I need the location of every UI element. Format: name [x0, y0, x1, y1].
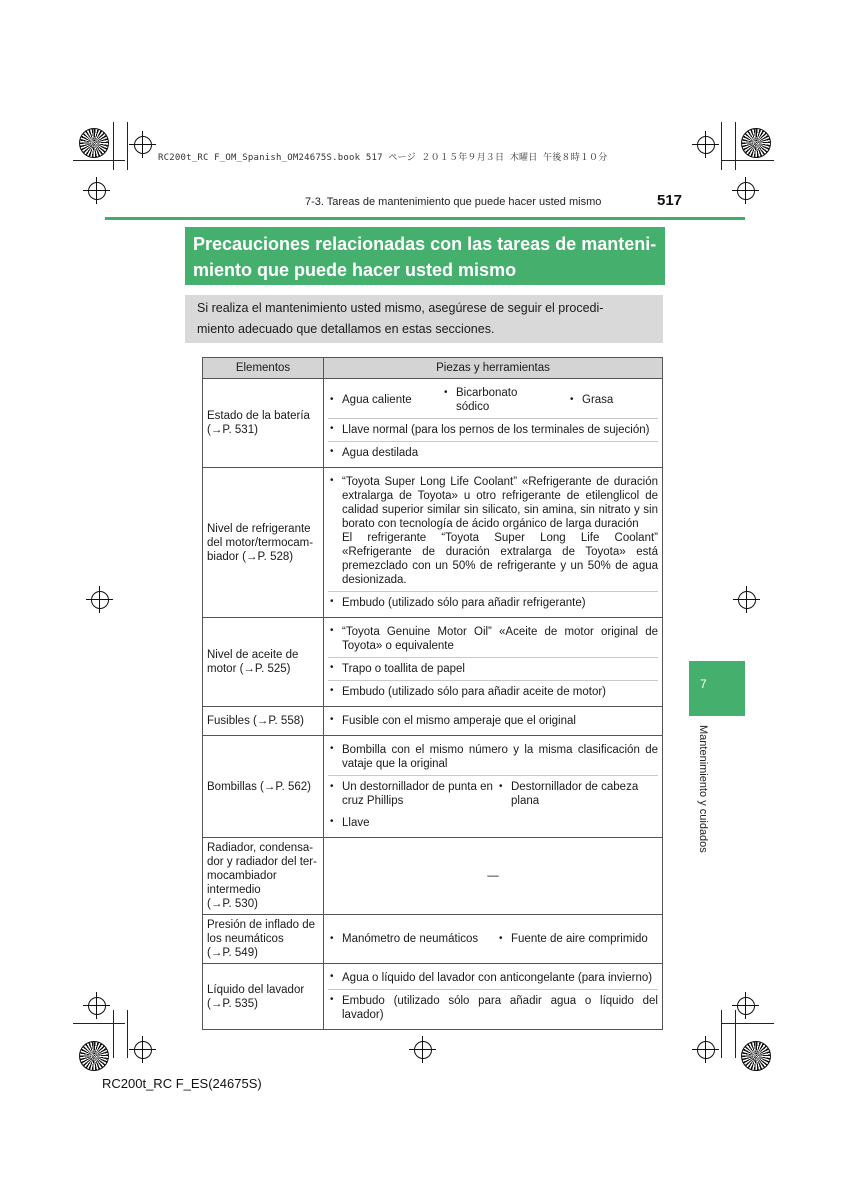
intro-line: miento adecuado que detallamos en estas secciones.	[197, 322, 495, 336]
tool-group	[328, 928, 658, 950]
registration-star-mark	[79, 128, 109, 158]
tools-cell	[324, 379, 663, 468]
tool-item: • Fuente de aire comprimido	[497, 932, 648, 946]
footer-code: RC200t_RC F_ES(24675S)	[102, 1076, 262, 1091]
crop-mark	[113, 122, 114, 170]
tool-item: • Embudo (utilizado sólo para añadir aceite de motor)	[328, 680, 658, 703]
tool-item: • Bicarbonato sódico	[442, 386, 568, 414]
tools-cell	[324, 736, 663, 838]
table-row	[203, 468, 663, 618]
tool-item: • Fusible con el mismo amperaje que el original	[328, 710, 658, 732]
tools-cell	[324, 915, 663, 964]
crop-mark	[735, 1010, 736, 1058]
table-row	[203, 736, 663, 838]
tools-cell: —	[324, 838, 663, 915]
element-cell: Líquido del lavador (→P. 535)	[203, 964, 324, 1030]
element-cell: Fusibles (→P. 558)	[203, 707, 324, 736]
crop-mark	[735, 122, 736, 170]
tool-item: • Un destornillador de punta en cruz Phillips	[328, 780, 497, 808]
page-title-line: Precauciones relacionadas con las tareas de manteni-	[193, 234, 657, 254]
tools-cell	[324, 964, 663, 1030]
registration-star-mark	[79, 1041, 109, 1071]
tool-item: • Manómetro de neumáticos	[328, 932, 497, 946]
crop-mark	[722, 1023, 774, 1024]
table-row	[203, 964, 663, 1030]
registration-crosshair-mark	[737, 997, 755, 1015]
tool-item: • Destornillador de cabeza plana	[497, 780, 658, 808]
registration-crosshair-mark	[88, 997, 106, 1015]
table-row	[203, 838, 663, 915]
tool-item: • Agua caliente	[328, 393, 442, 407]
parts-table	[202, 357, 663, 1030]
crop-mark	[73, 1023, 125, 1024]
print-header: RC200t_RC F_OM_Spanish_OM24675S.book 517 ページ ２０１５年９月３日 木曜日 午後８時１０分	[158, 153, 608, 163]
page-number: 517	[657, 192, 683, 209]
tool-item: • Bombilla con el mismo número y la misma clasificación de vataje que la original	[328, 739, 658, 775]
tool-item: • “Toyota Genuine Motor Oil” «Aceite de motor original de Toyota» o equivalente	[328, 621, 658, 657]
registration-star-mark	[741, 128, 771, 158]
tool-group	[328, 775, 658, 812]
table-row	[203, 379, 663, 468]
tool-item: • “Toyota Super Long Life Coolant” «Refrigerante de duración extralarga de Toyota» u otro refrigerante de etilenglicol de calidad superior similar sin silicato, sin amina, sin nitrato y sin borato con tecnología de ácido orgánico de larga duración El refrigerante “Toyota Super Long Life Coolant” «Refrigerante de duración extralarga de Toyota» está premezclado con un 50% de refrigerante y un 50% de agua desionizada.	[328, 471, 658, 591]
tool-item: • Grasa	[568, 393, 613, 407]
tools-cell	[324, 468, 663, 618]
column-header-tools: Piezas y herramientas	[324, 358, 663, 379]
tool-item: • Agua destilada	[328, 441, 658, 464]
table-header-row	[203, 358, 663, 379]
crop-mark	[113, 1010, 114, 1058]
registration-star-mark	[741, 1041, 771, 1071]
crop-mark	[721, 122, 722, 170]
table-row	[203, 915, 663, 964]
crop-mark	[127, 1010, 128, 1058]
page-title	[185, 227, 665, 285]
chapter-number: 7	[700, 677, 707, 691]
crop-mark	[721, 1010, 722, 1058]
registration-crosshair-mark	[697, 1041, 715, 1059]
registration-crosshair-mark	[134, 1041, 152, 1059]
element-cell: Nivel de refrigerante del motor/termocam- biador (→P. 528)	[203, 468, 324, 618]
tool-item: • Trapo o toallita de papel	[328, 657, 658, 680]
registration-crosshair-mark	[134, 136, 152, 154]
chapter-tab	[689, 661, 745, 716]
tool-group	[328, 382, 658, 419]
registration-crosshair-mark	[414, 1041, 432, 1059]
tool-item: • Embudo (utilizado sólo para añadir agua o líquido del lavador)	[328, 989, 658, 1026]
tool-item: • Llave normal (para los pernos de los terminales de sujeción)	[328, 419, 658, 441]
table-row	[203, 707, 663, 736]
crop-mark	[73, 160, 125, 161]
crop-mark	[722, 160, 774, 161]
crop-mark	[127, 122, 128, 170]
tools-cell	[324, 707, 663, 736]
column-header-elements: Elementos	[203, 358, 324, 379]
tool-item: • Llave	[328, 812, 658, 834]
element-cell: Nivel de aceite de motor (→P. 525)	[203, 618, 324, 707]
running-header-section: 7-3. Tareas de mantenimiento que puede hacer usted mismo	[305, 196, 602, 208]
registration-crosshair-mark	[738, 591, 756, 609]
element-cell: Presión de inflado de los neumáticos (→P. 549)	[203, 915, 324, 964]
element-cell: Estado de la batería (→P. 531)	[203, 379, 324, 468]
table-row	[203, 618, 663, 707]
chapter-side-label: Mantenimiento y cuidados	[697, 725, 709, 853]
tool-item: • Embudo (utilizado sólo para añadir refrigerante)	[328, 591, 658, 614]
registration-crosshair-mark	[91, 591, 109, 609]
tool-item: • Agua o líquido del lavador con anticongelante (para invierno)	[328, 967, 658, 989]
header-rule	[105, 217, 745, 220]
tools-cell	[324, 618, 663, 707]
intro-line: Si realiza el mantenimiento usted mismo, asegúrese de seguir el procedi-	[197, 301, 604, 315]
element-cell: Bombillas (→P. 562)	[203, 736, 324, 838]
registration-crosshair-mark	[697, 136, 715, 154]
element-cell: Radiador, condensa- dor y radiador del ter- mocambiador intermedio (→P. 530)	[203, 838, 324, 915]
registration-crosshair-mark	[88, 182, 106, 200]
intro-box	[185, 295, 663, 343]
page-title-line: miento que puede hacer usted mismo	[193, 260, 517, 280]
registration-crosshair-mark	[737, 182, 755, 200]
